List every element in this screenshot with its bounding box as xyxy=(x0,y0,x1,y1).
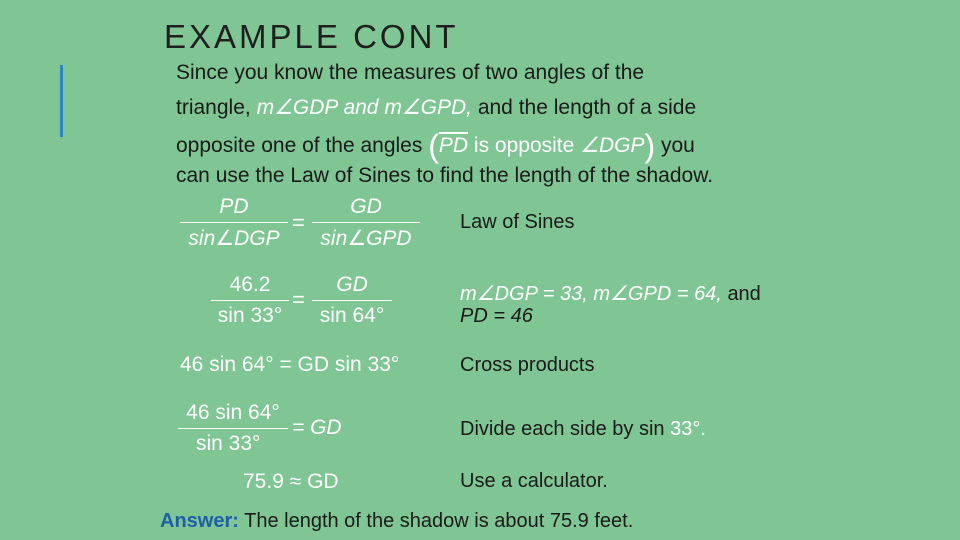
intro-line-2-rest: and the length of a side xyxy=(477,96,697,119)
answer-label: Answer: xyxy=(160,510,239,532)
sub-numerator-right: GD xyxy=(336,273,368,296)
step-law-of-sines: Law of Sines xyxy=(460,211,575,233)
cross-product-equation: 46 sin 64° = GD sin 33° xyxy=(180,353,400,376)
sub-numerator-left: 46.2 xyxy=(229,273,271,296)
step-calculator: Use a calculator. xyxy=(460,470,608,492)
law-equals: = xyxy=(292,210,305,235)
law-numerator-right: GD xyxy=(350,195,382,218)
divide-rhs: = GD xyxy=(292,416,342,439)
divide-value: 33°. xyxy=(670,418,706,440)
fraction-bar xyxy=(312,222,420,223)
intro-line-4: can use the Law of Sines to find the length of the shadow. xyxy=(176,164,714,187)
angle-dgp: ∠DGP xyxy=(580,134,645,157)
intro-line-3-rest: you xyxy=(661,134,695,157)
substitution-and: and xyxy=(727,283,761,305)
divide-denominator: sin 33° xyxy=(196,432,261,455)
close-paren: ) xyxy=(644,128,656,164)
law-numerator-left: PD xyxy=(219,195,249,218)
intro-line-3 xyxy=(176,128,695,165)
segment-pd: $\overline{PD}$ xyxy=(438,134,469,157)
substitution-values: m∠DGP = 33, m∠GPD = 64, xyxy=(460,283,722,305)
is-opposite-text: is opposite xyxy=(473,134,575,157)
answer-text: The length of the shadow is about 75.9 feet. xyxy=(244,510,634,532)
slide-title: EXAMPLE CONT xyxy=(164,18,459,55)
divide-numerator: 46 sin 64° xyxy=(186,401,280,424)
open-paren: ( xyxy=(428,128,439,164)
sub-fraction-right xyxy=(312,273,392,328)
law-fraction-left xyxy=(180,195,288,251)
law-fraction-right xyxy=(312,195,420,251)
step-substitution xyxy=(460,281,761,306)
intro-line-1: Since you know the measures of two angles of the xyxy=(176,61,645,84)
fraction-bar xyxy=(312,300,392,301)
intro-line-2 xyxy=(176,95,696,120)
divide-text: Divide each side by sin xyxy=(460,418,665,440)
angle-expression: m∠GDP and m∠GPD, xyxy=(256,96,472,119)
law-denominator-left: sin∠DGP xyxy=(188,227,280,250)
sub-fraction-left xyxy=(211,273,289,328)
answer-line xyxy=(160,510,633,533)
accent-bar xyxy=(60,65,63,137)
fraction-bar xyxy=(180,222,288,223)
fraction-bar xyxy=(178,428,288,429)
sub-denominator-right: sin 64° xyxy=(319,304,385,327)
intro-line-2-text: triangle, xyxy=(176,96,251,119)
step-cross-products: Cross products xyxy=(460,354,595,376)
law-denominator-right: sin∠GPD xyxy=(320,227,412,250)
approximation-equation: 75.9 ≈ GD xyxy=(243,470,339,493)
fraction-bar xyxy=(211,300,289,301)
divide-fraction xyxy=(178,401,288,456)
step-divide xyxy=(460,418,706,441)
sub-equals: = xyxy=(292,287,305,312)
substitution-pd: PD = 46 xyxy=(460,305,533,327)
sub-denominator-left: sin 33° xyxy=(217,304,283,327)
intro-line-3-text: opposite one of the angles xyxy=(176,134,423,157)
